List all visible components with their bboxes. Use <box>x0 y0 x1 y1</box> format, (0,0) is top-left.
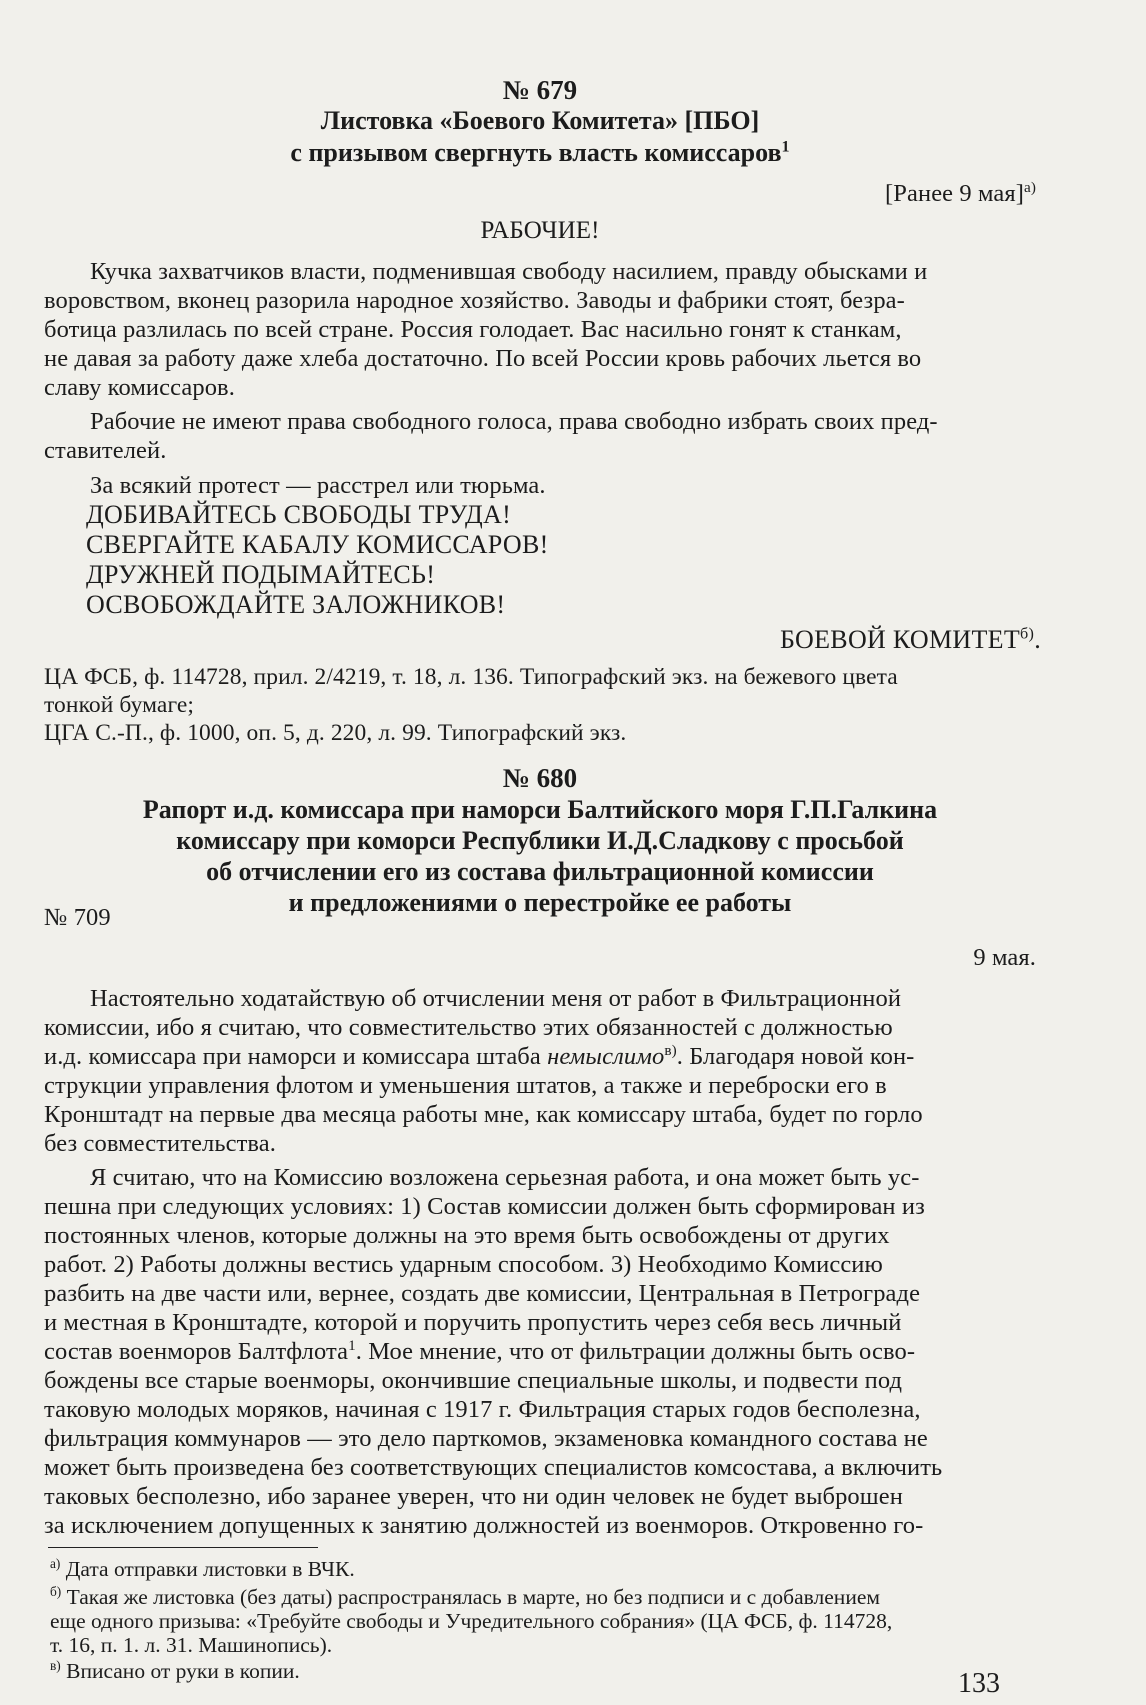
footnote-divider <box>48 1547 318 1548</box>
doc679-source-line: тонкой бумаге; <box>44 692 195 718</box>
doc680-title-line: комиссару при коморси Республики И.Д.Сладкову с просьбой <box>176 826 904 855</box>
doc679-signature-mark: б) <box>1020 625 1035 643</box>
doc679-p2-line: Рабочие не имеют права свободного голоса, права свободно избрать своих пред- <box>90 408 938 435</box>
doc680-p2-line: разбить на две части или, вернее, создать две комиссии, Центральная в Петрограде <box>44 1280 921 1307</box>
doc679-slogan: ДОБИВАЙТЕСЬ СВОБОДЫ ТРУДА! <box>86 500 512 529</box>
doc680-p2-line: бождены все старые военморы, окончившие специальные школы, и подвести под <box>44 1367 903 1394</box>
doc680-p2-line: постоянных членов, которые должны на это время быть освобождены от других <box>44 1222 890 1249</box>
doc680-p2-line: может быть произведена без соответствующих специалистов комсостава, а включить <box>44 1454 943 1481</box>
doc679-heading: РАБОЧИЕ! <box>480 217 600 244</box>
doc679-signature: БОЕВОЙ $КОМИТЕТ^{б)}$. <box>780 625 1041 654</box>
doc680-date: 9 мая. <box>973 944 1036 971</box>
footnote-b-line: еще одного призыва: «Требуйте свободы и Учредительного собрания» (ЦА ФСБ, ф. 114728, <box>50 1609 893 1633</box>
doc679-slogan: СВЕРГАЙТЕ КАБАЛУ КОМИССАРОВ! <box>86 530 549 559</box>
doc680-reference-number: № 709 <box>44 904 111 931</box>
doc680-p2-line: за исключением допущенных к занятию должностей из военморов. Откровенно го- <box>44 1512 924 1539</box>
footnote-a: $^{а)}$ Дата отправки листовки в ВЧК. <box>50 1555 355 1581</box>
doc679-number: № 679 <box>502 75 578 105</box>
doc680-number: № 680 <box>502 763 578 793</box>
doc680-p2-line: состав военморов Балтфлота$^1$. Мое мнение, что от фильтрации должны быть осво- <box>44 1336 916 1365</box>
footnote-mark: в) <box>50 1657 61 1673</box>
doc680-p1-line: без совместительства. <box>44 1130 276 1157</box>
doc679-title-line1: Листовка «Боевого Комитета» [ПБО] <box>320 106 760 135</box>
doc679-source-line: ЦГА С.-П., ф. 1000, оп. 5, д. 220, л. 99. Типографский экз. <box>44 720 627 746</box>
doc680-p1-line: Кронштадт на первые два месяца работы мне, как комиссару штаба, будет по горло <box>44 1101 923 1128</box>
doc679-date-mark: а) <box>1024 178 1036 196</box>
doc679-slogan: ОСВОБОЖДАЙТЕ ЗАЛОЖНИКОВ! <box>86 590 506 619</box>
doc680-p1-line: и.д. комиссара при наморси и комиссара штаба немыслимо$^{в)}$. Благодаря новой кон- <box>44 1041 915 1070</box>
doc680-p2-line: таковых бесполезно, ибо заранее уверен, что ни один человек не будет выброшен <box>44 1483 903 1510</box>
doc679-p1-line: ботица разлилась по всей стране. Россия голодает. Вас насильно гонят к станкам, <box>44 316 902 343</box>
doc680-title-line: и предложениями о перестройке ее работы <box>288 888 792 917</box>
doc679-p2-line: ставителей. <box>44 437 167 464</box>
footnote-b: $^{б)}$ Такая же листовка (без даты) распространялась в марте, но без подписи и с добавлением <box>50 1583 880 1609</box>
doc679-title-line2: с призывом свергнуть власть комиссаров$^1$ <box>290 138 790 167</box>
doc679-slogan: ДРУЖНЕЙ ПОДЫМАЙТЕСЬ! <box>86 560 436 589</box>
doc679-p3: За всякий протест — расстрел или тюрьма. <box>90 472 546 499</box>
footnote-mark: а) <box>50 1555 61 1571</box>
footnote-b-line: т. 16, п. 1. л. 31. Машинопись). <box>50 1633 333 1657</box>
doc680-p2-line: и местная в Кронштадте, которой и поручить пропустить через себя весь личный <box>44 1309 902 1336</box>
doc680-title-line: об отчислении его из состава фильтрационной комиссии <box>206 857 874 886</box>
doc680-title-line: Рапорт и.д. комиссара при наморси Балтийского моря Г.П.Галкина <box>142 795 938 824</box>
doc679-date: [Ранее 9 мая]$^{а)}$ <box>885 178 1036 207</box>
doc680-p2-line: пешна при следующих условиях: 1) Состав комиссии должен быть сформирован из <box>44 1193 925 1220</box>
doc680-p1-line: струкции управления флотом и уменьшения штатов, а также и переброски его в <box>44 1072 887 1099</box>
doc680-p2-line: таковую молодых моряков, начиная с 1917 г. Фильтрация старых годов бесполезна, <box>44 1396 921 1423</box>
doc679-p1-line: не давая за работу даже хлеба достаточно. По всей России кровь рабочих льется во <box>44 345 922 372</box>
doc680-italic-word: немыслимо <box>547 1043 665 1070</box>
doc679-source-line: ЦА ФСБ, ф. 114728, прил. 2/4219, т. 18, л. 136. Типографский экз. на бежевого цвета <box>44 664 898 690</box>
doc680-p2-line: Я считаю, что на Комиссию возложена серьезная работа, и она может быть ус- <box>90 1164 920 1191</box>
doc680-p1-line: Настоятельно ходатайствую об отчислении меня от работ в Фильтрационной <box>90 985 902 1012</box>
doc679-p1-line: Кучка захватчиков власти, подменившая свободу насилием, правду обысками и <box>90 258 928 285</box>
doc680-p1-line: комиссии, ибо я считаю, что совместительство этих обязанностей с должностью <box>44 1014 893 1041</box>
footnote-mark: б) <box>50 1583 62 1599</box>
doc680-footnote-mark: в) <box>664 1041 677 1059</box>
doc680-p2-line: фильтрация коммунаров — это дело парткомов, экзаменовка командного состава не <box>44 1425 928 1452</box>
doc679-title-footnote-mark: 1 <box>781 138 790 156</box>
doc680-footnote-mark: 1 <box>348 1336 356 1354</box>
doc679-p1-line: воровством, вконец разорила народное хозяйство. Заводы и фабрики стоят, безра- <box>44 287 905 314</box>
footnote-c: $^{в)}$ Вписано от руки в копии. <box>50 1657 300 1683</box>
page-number: 133 <box>958 1668 1000 1699</box>
doc680-p2-line: работ. 2) Работы должны вестись ударным способом. 3) Необходимо Комиссию <box>44 1251 883 1278</box>
doc679-p1-line: славу комиссаров. <box>44 374 235 401</box>
